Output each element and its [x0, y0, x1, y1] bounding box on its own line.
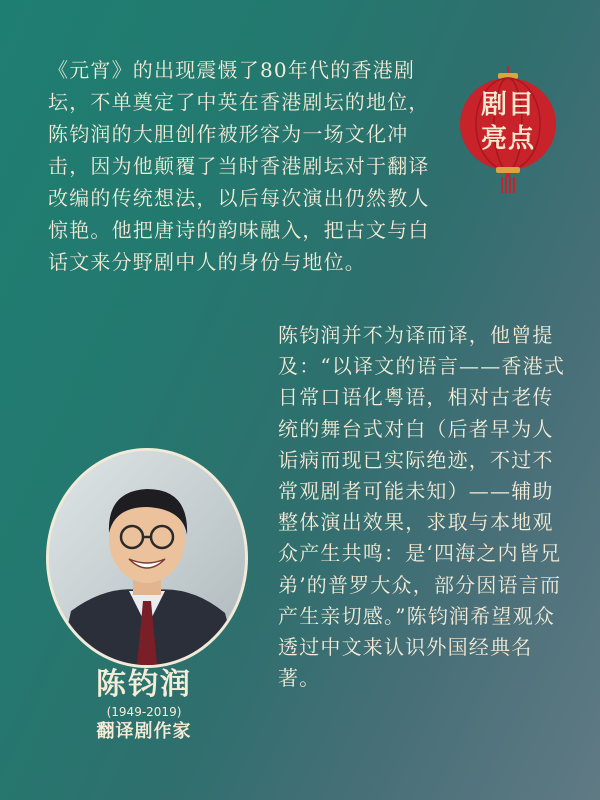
portrait-illustration: [49, 451, 245, 665]
person-years: (1949-2019): [106, 705, 182, 719]
highlight-lantern-badge: [458, 66, 558, 194]
lantern-label-line1: 剧目: [480, 90, 535, 120]
person-role: 翻译剧作家: [96, 721, 192, 742]
quote-paragraph: 陈钧润并不为译而译，他曾提及：“以译文的语言——香港式日常口语化粤语，相对古老传统的舞台式对白（后者早为人诟病而现已实际绝迹，不过不常观剧者可能未知）——辅助整体演出效果，求取与本地观众产生共鸣：是‘四海之内皆兄弟’的普罗大众，部分因语言而产生亲切感。”陈钧润希望观众透过中文来认识外国经典名著。: [278, 323, 566, 691]
intro-paragraph: 《元宵》的出现震慑了80年代的香港剧坛，不单奠定了中英在香港剧坛的地位，陈钧润的大胆创作被形容为一场文化冲击，因为他颠覆了当时香港剧坛对于翻译改编的传统想法，以后每次演出仍然教人惊艳。他把唐诗的韵味融入，把古文与白话文来分野剧中人的身份与地位。: [48, 58, 430, 274]
lantern-label-line2: 亮点: [480, 124, 535, 154]
person-name: 陈钧润: [96, 667, 192, 702]
lantern-label: [458, 88, 558, 156]
portrait-photo: [46, 448, 248, 668]
